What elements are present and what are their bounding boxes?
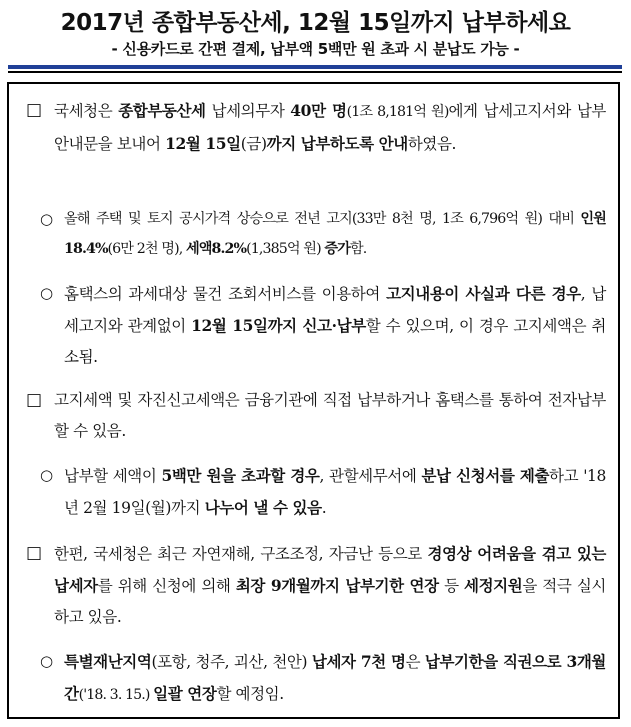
circle-bullet: ○ (40, 210, 53, 228)
square-bullet: □ (26, 543, 42, 563)
paragraph-text: 특별재난지역(포항, 청주, 괴산, 천안) 납세자 7천 명은 납부기한을 직권으로 3개월간('18. 3. 15.) 일괄 연장할 예정임. (64, 652, 606, 703)
circle-bullet: ○ (40, 466, 53, 484)
circle-bullet: ○ (40, 652, 53, 670)
square-bullet: □ (26, 390, 42, 410)
title-underline-black (8, 71, 622, 73)
paragraph-text: 한편, 국세청은 최근 자연재해, 구조조정, 자금난 등으로 경영상 어려움을 겪고 있는 납세자를 위해 신청에 의해 최장 9개월까지 납부기한 연장 등 세정지원을 적극 실시하고 있음. (54, 544, 606, 626)
circle-bullet: ○ (40, 284, 53, 302)
paragraph-text: 고지세액 및 자진신고세액은 금융기관에 직접 납부하거나 홈택스를 통하여 전자납부할 수 있음. (54, 391, 606, 440)
paragraph-text: 납부할 세액이 5백만 원을 초과할 경우, 관할세무서에 분납 신청서를 제출하고 '18년 2월 19일(월)까지 나누어 낼 수 있음. (64, 466, 606, 517)
paragraph-text: 홈택스의 과세대상 물건 조회서비스를 이용하여 고지내용이 사실과 다른 경우, 납세고지와 관계없이 12월 15일까지 신고·납부할 수 있으며, 이 경우 고지세액은 취소됨. (64, 284, 607, 366)
page-title: 2017년 종합부동산세, 12월 15일까지 납부하세요 (60, 10, 571, 36)
paragraph-text: 올해 주택 및 토지 공시가격 상승으로 전년 고지(33만 8천 명, 1조 6,796억 원) 대비 인원18.4%(6만 2천 명), 세액8.2%(1,385억 원) 증가함. (64, 211, 606, 257)
paragraph-text: 국세청은 종합부동산세 납세의무자 40만 명(1조 8,181억 원)에게 납세고지서와 납부안내문을 보내어 12월 15일(금)까지 납부하도록 안내하였음. (54, 101, 606, 153)
page-subtitle: - 신용카드로 간편 결제, 납부액 5백만 원 초과 시 분납도 가능 - (111, 40, 520, 58)
title-underline-blue (8, 65, 622, 69)
square-bullet: □ (26, 100, 42, 120)
